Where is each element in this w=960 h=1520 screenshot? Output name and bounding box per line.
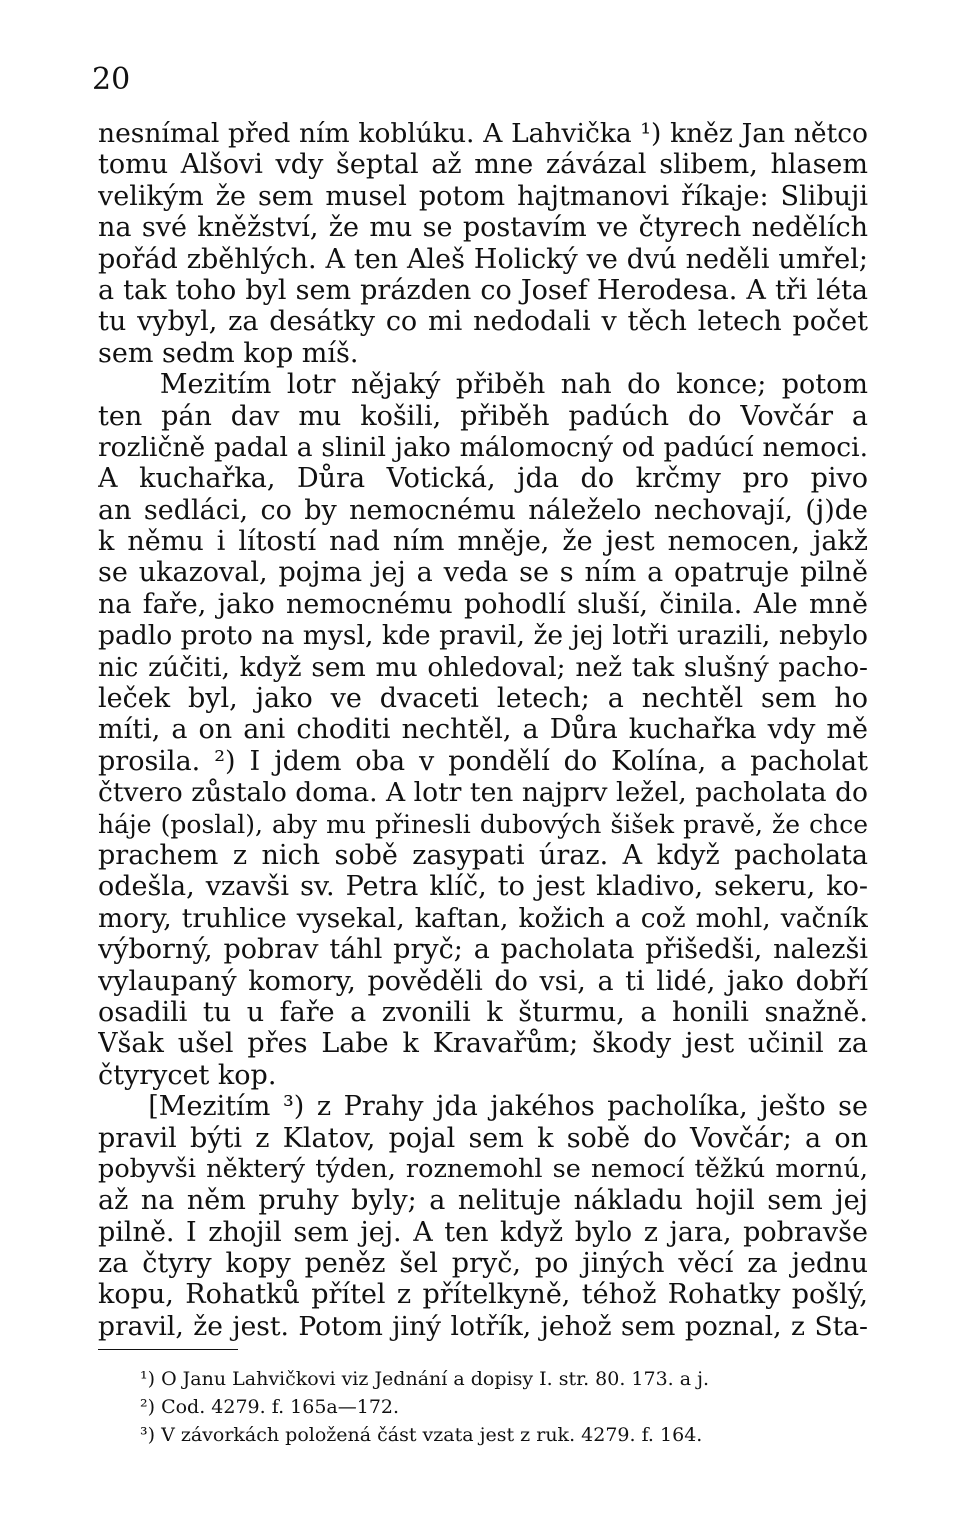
text-line: prachem z nich sobě zasypati úraz. A když pacholata — [98, 839, 868, 871]
text-line: an sedláci, co by nemocnému náleželo nechovají, (j)de — [98, 494, 868, 526]
text-line: kopu, Rohatků přítel z přítelkyně, téhož Rohatky pošlý, — [98, 1279, 868, 1311]
footnote-2: ²) Cod. 4279. f. 165a—172. — [140, 1396, 400, 1418]
text-line: Mezitím lotr nějaký přiběh nah do konce; potom — [98, 369, 868, 401]
footnote-1: ¹) O Janu Lahvičkovi viz Jednání a dopisy I. str. 80. 173. a j. — [140, 1368, 710, 1390]
text-line: sem sedm kop míš. — [98, 337, 359, 369]
text-line: rozličně padal a slinil jako málomocný od padúcí nemoci. — [98, 431, 868, 463]
text-line: osadili tu u faře a zvonili k šturmu, a honili snažně. — [98, 996, 868, 1028]
text-line: na své kněžství, že mu se postavím ve čtyrech nedělích — [98, 212, 868, 244]
text-line: leček byl, jako ve dvaceti letech; a nechtěl sem ho — [98, 683, 868, 715]
text-line: míti, a on ani choditi nechtěl, a Důra kuchařka vdy mě — [98, 714, 868, 746]
footnote-divider — [98, 1349, 238, 1350]
text-line: za čtyry kopy peněz šel pryč, po jiných věcí za jednu — [98, 1248, 868, 1280]
text-line: nic zúčiti, když sem mu ohledoval; než tak slušný pacho- — [98, 651, 868, 683]
text-line: pobyvši některý týden, roznemohl se nemocí těžkú mornú, — [98, 1153, 868, 1184]
footnote-3: ³) V závorkách položená část vzata jest z ruk. 4279. f. 164. — [140, 1424, 703, 1446]
text-line: na faře, jako nemocnému pohodlí sluší, činila. Ale mně — [98, 588, 868, 620]
footnotes — [140, 1365, 870, 1449]
text-line: pořád zběhlých. A ten Aleš Holický ve dvú neděli umřel; — [98, 243, 868, 275]
text-line: čtvero zůstalo doma. A lotr ten najprv ležel, pacholata do — [98, 777, 868, 809]
text-line: výborný, pobrav táhl pryč; a pacholata přišedši, nalezši — [98, 934, 868, 966]
text-line: prosila. ²) I jdem oba v pondělí do Kolína, a pacholat — [98, 745, 868, 777]
text-line: k němu i lítostí nad ním mněje, že jest nemocen, jakž — [98, 526, 868, 558]
text-line: mory, truhlice vysekal, kaftan, kožich a což mohl, vačník — [98, 902, 868, 934]
text-line: pilně. I zhojil sem jej. A ten když bylo z jara, pobravše — [98, 1216, 868, 1248]
text-line: tu vybyl, za desátky co mi nedodali v těch letech počet — [98, 306, 868, 338]
text-line: pravil býti z Klatov, pojal sem k sobě do Vovčár; a on — [98, 1122, 868, 1154]
text-line: odešla, vzavši sv. Petra klíč, to jest kladivo, sekeru, ko- — [98, 871, 868, 903]
text-line: A kuchařka, Důra Votická, jda do krčmy pro pivo — [98, 463, 868, 495]
text-line: pravil, že jest. Potom jiný lotřík, jehož sem poznal, z Sta- — [98, 1310, 868, 1342]
text-line: ten pán dav mu košili, přiběh padúch do Vovčár a — [98, 400, 868, 432]
text-line: nesnímal před ním koblúku. A Lahvička ¹) kněz Jan nětco — [98, 118, 868, 149]
text-line: a tak toho byl sem prázden co Josef Herodesa. A tři léta — [98, 274, 868, 306]
text-line: padlo proto na mysl, kde pravil, že jej lotři urazili, nebylo — [98, 620, 868, 652]
text-line: až na něm pruhy byly; a nelituje nákladu hojil sem jej — [98, 1185, 868, 1217]
text-line: čtyrycet kop. — [98, 1059, 277, 1091]
text-line: háje (poslal), aby mu přinesli dubových šišek pravě, že chce — [98, 809, 868, 839]
text-line: [Mezitím ³) z Prahy jda jakéhos pacholíka, ješto se — [98, 1091, 868, 1123]
text-line: vylaupaný komory, pověděli do vsi, a ti lidé, jako dobří — [98, 965, 868, 997]
text-line: se ukazoval, pojma jej a veda se s ním a opatruje pilně — [98, 557, 868, 589]
body-text — [98, 118, 868, 1342]
text-line: Však ušel přes Labe k Kravařům; škody jest učinil za — [98, 1028, 868, 1060]
text-line: tomu Alšovi vdy šeptal až mne závázal slibem, hlasem — [98, 149, 868, 181]
text-line: velikým že sem musel potom hajtmanovi říkaje: Slibuji — [98, 180, 868, 212]
page-number: 20 — [92, 62, 131, 97]
